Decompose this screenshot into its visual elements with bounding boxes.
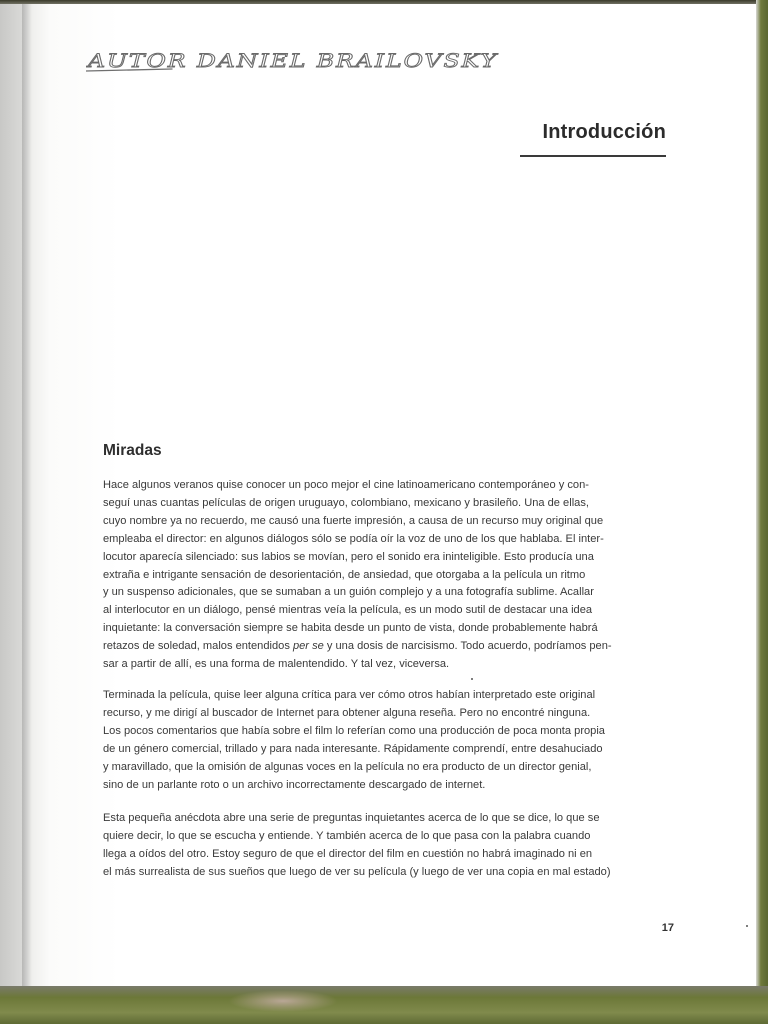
section-title: Miradas <box>103 442 162 459</box>
paragraph-line: seguí unas cuantas películas de origen uruguayo, colombiano, mexicano y brasileño. Una de ellas, <box>103 496 589 509</box>
paragraph-line: de un género comercial, trillado y para nada interesante. Rápidamente comprendí, entre desahuciado <box>103 742 603 755</box>
handwritten-annotation <box>86 42 506 82</box>
paragraph-line: extraña e intrigante sensación de desorientación, de ansiedad, que otorgaba a la película un ritmo <box>103 568 586 581</box>
page-gutter-shadow <box>22 4 32 988</box>
paragraph-line: inquietante: la conversación siempre se habita desde un punto de vista, donde probablemente habrá <box>103 622 598 635</box>
paragraph-line: sino de un parlante roto o un archivo incorrectamente descargado de internet. <box>103 778 486 791</box>
paragraph-line: Los pocos comentarios que había sobre el film lo referían como una producción de poca monta propia <box>103 724 605 737</box>
paragraph-line: Terminada la película, quise leer alguna crítica para ver cómo otros habían interpretado este original <box>103 689 596 701</box>
paragraph-3 <box>103 810 673 882</box>
scan-speck <box>471 678 473 680</box>
handwritten-annotation-text: AUTOR DANIEL BRAILOVSKY <box>86 50 500 72</box>
paragraph-line: y maravillado, que la omisión de algunas voces en la película no era producto de un director genial, <box>103 760 592 773</box>
chapter-title: Introducción <box>542 121 666 143</box>
book-page <box>0 4 760 988</box>
scan-bottom-blur <box>228 990 338 1012</box>
italic-term: per se <box>292 640 324 653</box>
scan-speck <box>746 925 748 927</box>
paragraph-line: empleaba el director: en algunos diálogos sólo se podía oír la voz de uno de los que hablaba. El inter- <box>103 532 604 545</box>
paragraph-line: llega a oídos del otro. Estoy seguro de que el director del film en cuestión no habrá imaginado ni en <box>103 847 593 860</box>
paragraph-1 <box>103 477 673 674</box>
paragraph-line: sar a partir de allí, es una forma de malentendido. Y tal vez, viceversa. <box>103 658 450 671</box>
paragraph-line: quiere decir, lo que se escucha y entiende. Y también acerca de lo que pasa con la palabra cuando <box>103 829 591 842</box>
scan-bottom-edge <box>0 986 768 1024</box>
paragraph-line: retazos de soledad, malos entendidos per se y una dosis de narcisismo. Todo acuerdo, podríamos pen- <box>103 640 612 653</box>
page-number: 17 <box>661 922 674 934</box>
paragraph-line: Hace algunos veranos quise conocer un poco mejor el cine latinoamericano contemporáneo y con- <box>103 479 589 491</box>
paragraph-line: recurso, y me dirigí al buscador de Internet para obtener alguna reseña. Pero no encontré ninguna. <box>103 706 591 719</box>
paragraph-line: Esta pequeña anécdota abre una serie de preguntas inquietantes acerca de lo que se dice, lo que se <box>103 812 600 824</box>
scan-right-edge <box>756 0 768 1024</box>
paragraph-line: cuyo nombre ya no recuerdo, me causó una fuerte impresión, a causa de un recurso muy original que <box>103 514 604 527</box>
paragraph-2 <box>103 687 673 794</box>
paragraph-line: el más surrealista de sus sueños que luego de ver su película (y luego de ver una copia en mal estado) <box>103 865 611 878</box>
paragraph-line: y un suspenso adicionales, que se sumaban a un guión complejo y a una fotografía sublime. Acallar <box>103 586 594 599</box>
chapter-title-underline <box>520 155 666 157</box>
paragraph-line: al interlocutor en un diálogo, pensé mientras veía la película, es un modo sutil de destacar una idea <box>103 604 593 617</box>
paragraph-line: locutor aparecía silenciado: sus labios se movían, pero el sonido era ininteligible. Esto producía una <box>103 550 594 563</box>
